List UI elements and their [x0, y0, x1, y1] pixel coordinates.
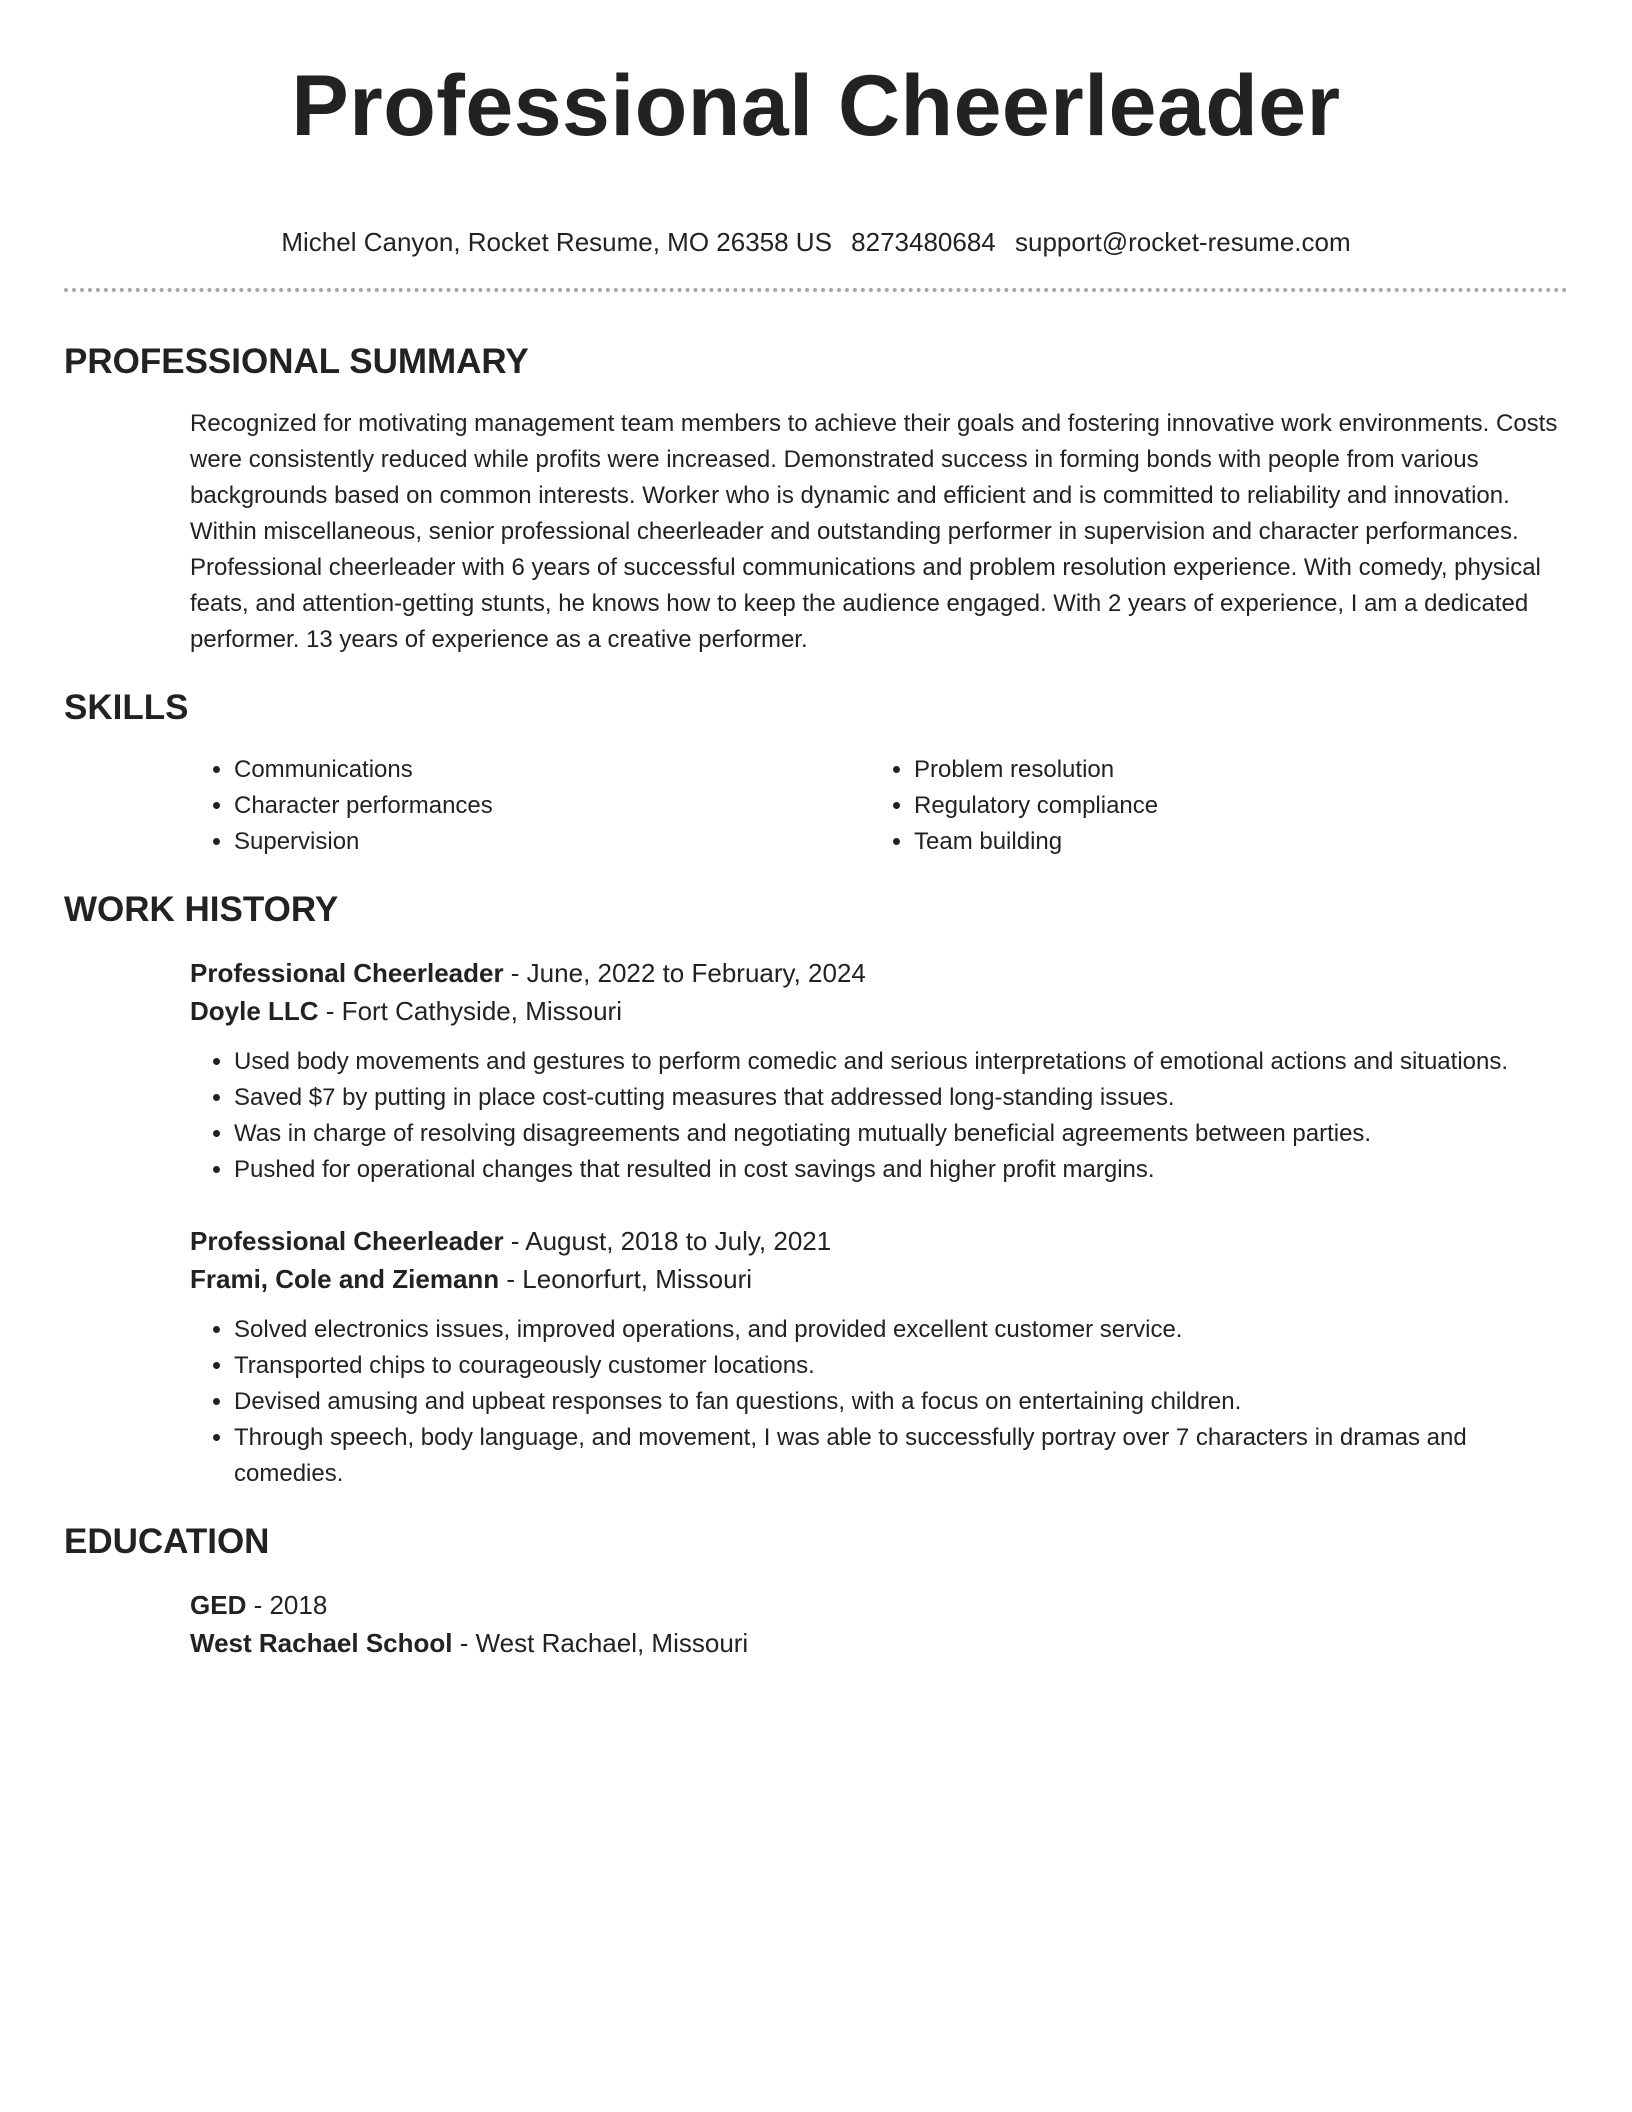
job-location: - Fort Cathyside, Missouri — [318, 996, 622, 1026]
work-history-heading: WORK HISTORY — [64, 890, 339, 929]
job-dates: - June, 2022 to February, 2024 — [503, 958, 866, 988]
job-title-line — [190, 954, 1568, 992]
job-company-line — [190, 992, 1568, 1030]
work-history-section — [64, 954, 1568, 1492]
skills-section — [64, 752, 1568, 860]
job-company-line — [190, 1260, 1568, 1298]
skills-list-left — [190, 752, 870, 860]
skill-item: • Communications — [234, 752, 870, 788]
job-bullet: • Through speech, body language, and movement, I was able to successfully portray over 7 characters in dramas and comedies. — [234, 1420, 1568, 1492]
job-bullet: • Saved $7 by putting in place cost-cutting measures that addressed long-standing issues. — [234, 1080, 1568, 1116]
job-dates: - August, 2018 to July, 2021 — [503, 1226, 832, 1256]
skill-item: • Problem resolution — [914, 752, 1550, 788]
resume-title: Professional Cheerleader — [291, 58, 1341, 154]
job-bullet: • Solved electronics issues, improved operations, and provided excellent customer service. — [234, 1312, 1568, 1348]
education-heading: EDUCATION — [64, 1522, 270, 1561]
education-location: - West Rachael, Missouri — [452, 1628, 749, 1658]
contact-address: Michel Canyon, Rocket Resume, MO 26358 US — [281, 227, 832, 257]
job-company: Doyle LLC — [190, 996, 319, 1026]
job-title-line — [190, 1222, 1568, 1260]
summary-section — [64, 406, 1568, 658]
education-degree: GED — [190, 1590, 247, 1620]
job-company: Frami, Cole and Ziemann — [190, 1264, 500, 1294]
skill-item: • Supervision — [234, 824, 870, 860]
job-title: Professional Cheerleader — [190, 958, 504, 988]
job-bullet: • Transported chips to courageously customer locations. — [234, 1348, 1568, 1384]
job-bullets — [190, 1044, 1568, 1188]
education-entry — [190, 1586, 1568, 1662]
skill-item: • Team building — [914, 824, 1550, 860]
job-bullet: • Pushed for operational changes that resulted in cost savings and higher profit margins. — [234, 1152, 1568, 1188]
job-title: Professional Cheerleader — [190, 1226, 504, 1256]
job-bullet: • Used body movements and gestures to perform comedic and serious interpretations of emotional actions and situations. — [234, 1044, 1568, 1080]
education-section — [64, 1586, 1568, 1662]
job-entry — [190, 954, 1568, 1188]
skills-grid — [190, 752, 1568, 860]
summary-text: Recognized for motivating management team members to achieve their goals and fostering innovative work environments. Costs were consistently reduced while profits were increased. Demonstrated success in forming bonds with people from various backgrounds based on common interests. Worker who is dynamic and efficient and is committed to reliability and innovation. Within miscellaneous, senior professional cheerleader and outstanding performer in supervision and character performances. Professional cheerleader with 6 years of successful communications and problem resolution experience. With comedy, physical feats, and attention-getting stunts, he knows how to keep the audience engaged. With 2 years of experience, I am a dedicated performer. 13 years of experience as a creative performer. — [190, 410, 1558, 653]
header-divider — [64, 288, 1568, 292]
contact-phone: 8273480684 — [851, 227, 996, 257]
job-bullet: • Was in charge of resolving disagreements and negotiating mutually beneficial agreements between parties. — [234, 1116, 1568, 1152]
skills-heading: SKILLS — [64, 688, 189, 727]
skill-item: • Regulatory compliance — [914, 788, 1550, 824]
education-school-line — [190, 1624, 1568, 1662]
job-bullet: • Devised amusing and upbeat responses to fan questions, with a focus on entertaining children. — [234, 1384, 1568, 1420]
education-year: - 2018 — [246, 1590, 328, 1620]
education-degree-line — [190, 1586, 1568, 1624]
education-school: West Rachael School — [190, 1628, 453, 1658]
skills-list-right — [870, 752, 1550, 860]
contact-line — [64, 226, 1568, 258]
skill-item: • Character performances — [234, 788, 870, 824]
job-entry — [190, 1222, 1568, 1492]
summary-heading: PROFESSIONAL SUMMARY — [64, 342, 529, 381]
job-location: - Leonorfurt, Missouri — [499, 1264, 753, 1294]
job-bullets — [190, 1312, 1568, 1492]
contact-email[interactable]: support@rocket-resume.com — [1015, 227, 1351, 257]
